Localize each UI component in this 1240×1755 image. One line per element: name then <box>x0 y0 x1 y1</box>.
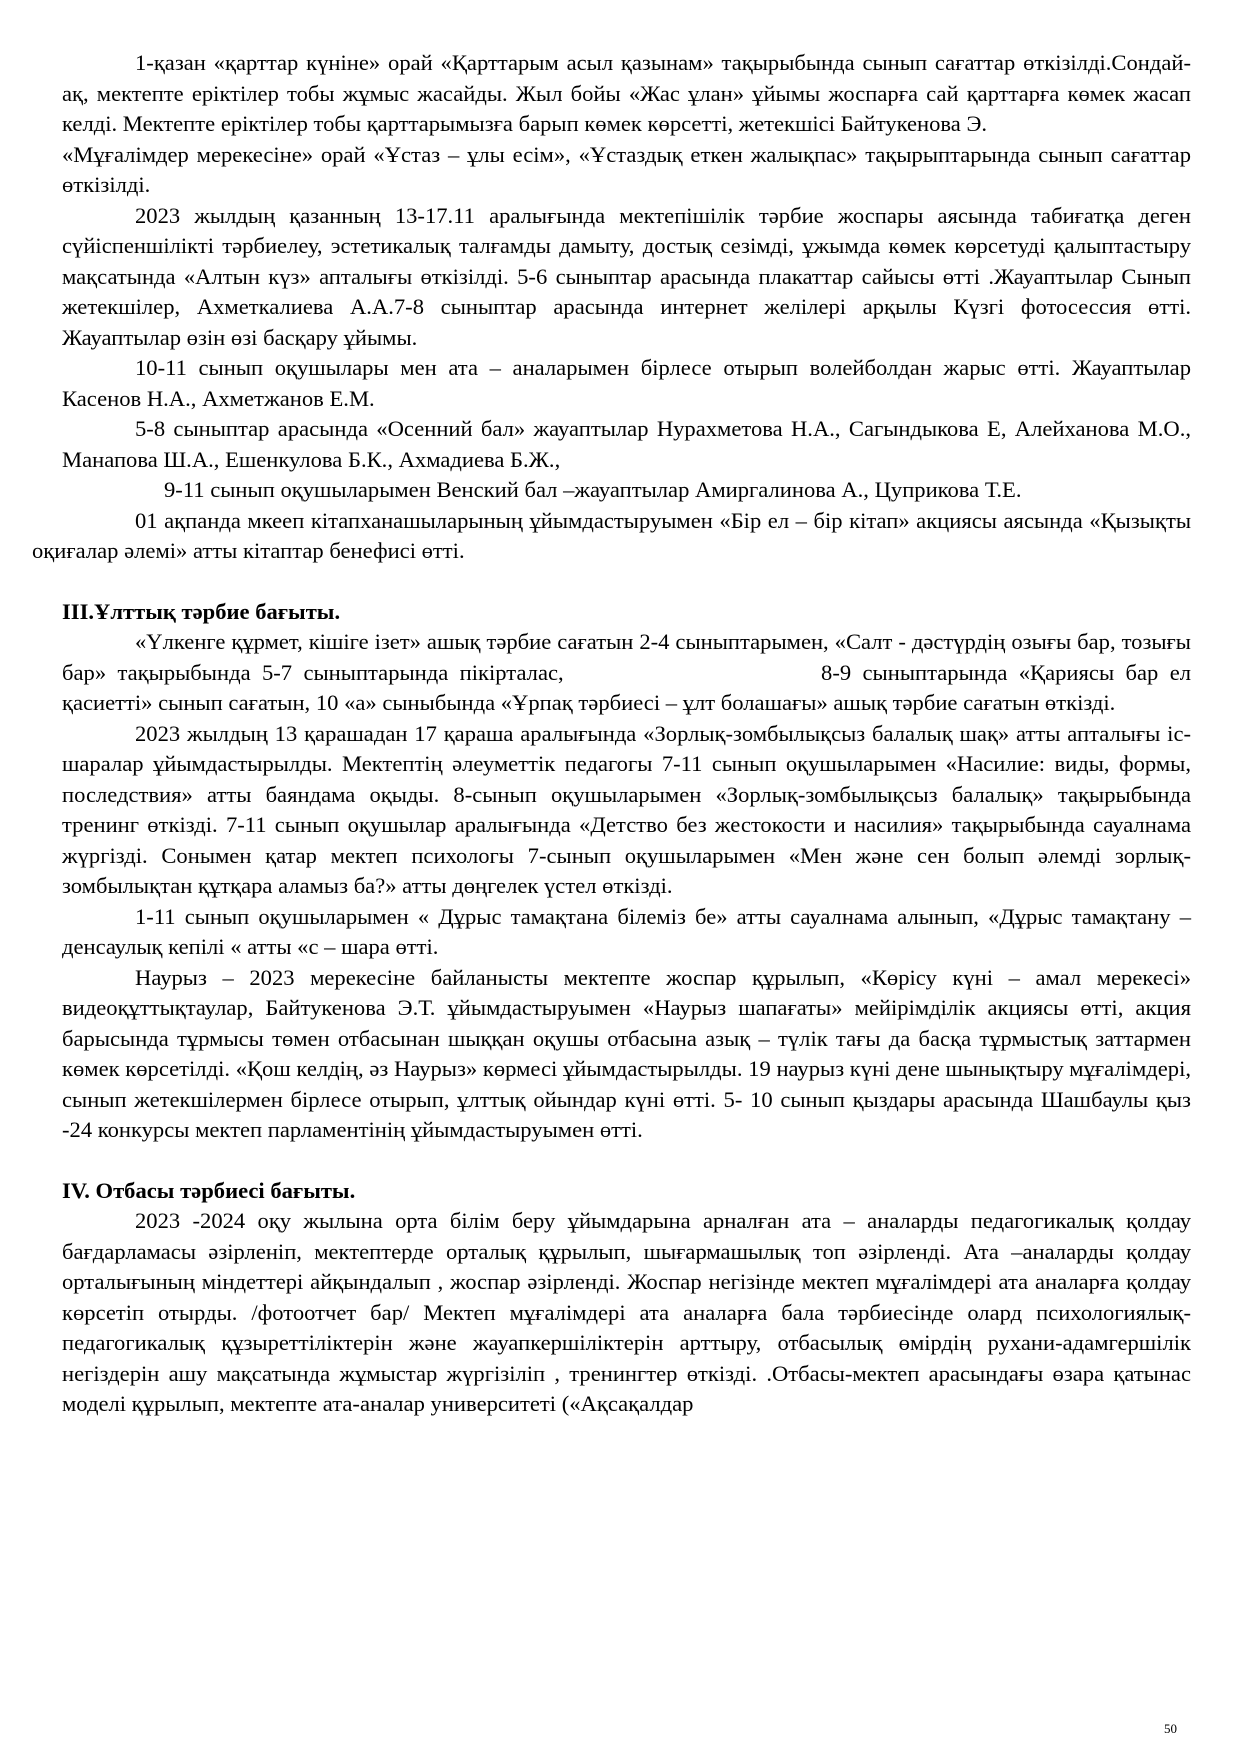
document-page <box>32 48 1191 1420</box>
paragraph-respect-elders-part2: 8-9 сыныптарында «Қариясы бар ел қасиетті» сынып сағатын, 10 «а» сыныбында «Ұрпақ тәрбиесі – ұлт болашағы» ашық тәрбие сағатын өткізді. <box>62 659 1191 715</box>
paragraph-book-benefit <box>32 506 1191 567</box>
paragraph-healthy-eating: 1-11 сынып оқушыларымен « Дұрыс тамақтана білеміз бе» атты сауалнама алынып, «Дұрыс тамақтану – денсаулық кепілі « атты «с – шара өтті. <box>62 903 1191 959</box>
paragraph-nauryz: Наурыз – 2023 мерекесіне байланысты мектепте жоспар құрылып, «Көрісу күні – амал мерекесі» видеоқұттықтаулар, Байтукенова Э.Т. ұйымдастыруымен «Наурыз шапағаты» мейірімділік акциясы өтті, акция барысында тұрмысы төмен отбасынан шыққан оқушы отбасына азық – түлік тағы да басқа тұрмыстық заттармен көмек көрсетілді. «Қош келдің, әз Наурыз» көрмесі ұйымдастырылды. 19 наурыз күні дене шынықтыру мұғалімдері, сынып жетекшілермен бірлесе отырып, ұлттық ойындар күні өтті. 5- 10 сынып қыздары арасында Шашбаулы қыз -24 конкурсы мектеп парламентінің ұйымдастыруымен өтті. <box>62 964 1191 1142</box>
paragraph-teachers-day: «Мұғалімдер мерекесіне» орай «Ұстаз – ұлы есім», «Ұстаздық еткен жалықпас» тақырыптарында сынып сағаттар өткізілді. <box>62 141 1191 197</box>
page-number: 50 <box>1164 1721 1177 1736</box>
paragraph-parent-support: 2023 -2024 оқу жылына орта білім беру ұйымдарына арналған ата – аналарды педагогикалық қолдау бағдарламасы әзірленіп, мектептерде орталық құрылып, шығармашылық топ әзірленді. Ата –аналарды қолдау орталығының міндеттері айқындалып , жоспар әзірленді. Жоспар негізінде мектеп мұғалімдері ата аналарға қолдау көрсетіп отырды. /фотоотчет бар/ Мектеп мұғалімдері ата аналарға бала тәрбиесінде олард психологиялық-педагогикалық құзыреттіліктерін және жауапкершіліктерін арттыру, отбасылық өмірдің рухани-адамгершілік негіздерін ашу мақсатында жұмыстар жүргізіліп , тренингтер өткізді. .Отбасы-мектеп арасындағы өзара қатынас моделі құрылып, мектепте ата-аналар университеті («Ақсақалдар <box>62 1208 1191 1416</box>
paragraph-respect-elders <box>62 627 1191 719</box>
paragraph-golden-autumn: 2023 жылдың қазанның 13-17.11 аралығында мектепішілік тәрбие жоспары аясында табиғатқа деген сүйіспеншілікті тәрбиелеу, эстетикалық талғамды дамыту, достық сезімді, ұжымда көмек көрсетуді қалыптастыру мақсатында «Алтын күз» апталығы өткізілді. 5-6 сыныптар арасында плакаттар сайысы өтті .Жауаптылар Сынып жетекшілер, Ахметкалиева А.А.7-8 сыныптар арасында интернет желілері арқылы Күзгі фотосессия өтті. Жауаптылар өзін өзі басқару ұйымы. <box>62 202 1191 350</box>
paragraph-volleyball: 10-11 сынып оқушылары мен ата – аналарымен бірлесе отырып волейболдан жарыс өтті. Жауаптылар Касенов Н.А., Ахметжанов Е.М. <box>62 355 1191 411</box>
paragraph-autumn-ball: 5-8 сыныптар арасында «Осенний бал» жауаптылар Нурахметова Н.А., Сагындыкова Е, Алейханова М.О., Манапова Ш.А., Ешенкулова Б.К., Ахмадиева Б.Ж., <box>62 416 1191 472</box>
paragraph-book-benefit-text: 01 ақпанда мкееп кітапханашыларының ұйымдастыруымен «Бір ел – бір кітап» акциясы аясында «Қызықты оқиғалар әлемі» атты кітаптар бенефисі өтті. <box>32 507 1191 563</box>
paragraph-violence-free-week: 2023 жылдың 13 қарашадан 17 қараша аралығында «Зорлық-зомбылықсыз балалық шақ» атты апталығы іс-шаралар ұйымдастырылды. Мектептің әлеуметтік педагогы 7-11 сынып оқушыларымен «Насилие: виды, формы, последствия» атты баяндама оқыды. 8-сынып оқушыларымен «Зорлық-зомбылықсыз балалық» тақырыбында тренинг өткізді. 7-11 сынып оқушылар аралығында «Детство без жестокости и насилия» тақырыбында сауалнама жүргізді. Сонымен қатар мектеп психологы 7-сынып оқушыларымен «Мен және сен болып әлемді зорлық-зомбылықтан құтқара аламыз ба?» атты дөңгелек үстел өткізді. <box>62 720 1191 898</box>
section-heading-family-education: IV. Отбасы тәрбиесі бағыты. <box>62 1177 356 1203</box>
section-heading-national-education: III.Ұлттық тәрбие бағыты. <box>62 598 341 624</box>
paragraph-respect-elders-part1: «Үлкенге құрмет, кішіге ізет» ашық тәрбие сағатын 2-4 сыныптарымен, «Салт - дәстүрдің озығы бар, тозығы бар» тақырыбында 5-7 сыныптарында пікірталас, <box>62 629 1191 685</box>
paragraph-vienna-ball: 9-11 сынып оқушыларымен Венский бал –жауаптылар Амиргалинова А., Цуприкова Т.Е. <box>164 477 1022 502</box>
paragraph-elders-day: 1-қазан «қарттар күніне» орай «Қарттарым асыл қазынам» тақырыбында сынып сағаттар өткізілді.Сондай-ақ, мектепте еріктілер тобы жұмыс жасайды. Жыл бойы «Жас ұлан» ұйымы жоспарға сай қарттарға көмек жасап келді. Мектепте еріктілер тобы қарттарымызға барып көмек көрсетті, жетекшісі Байтукенова Э. <box>62 50 1191 136</box>
